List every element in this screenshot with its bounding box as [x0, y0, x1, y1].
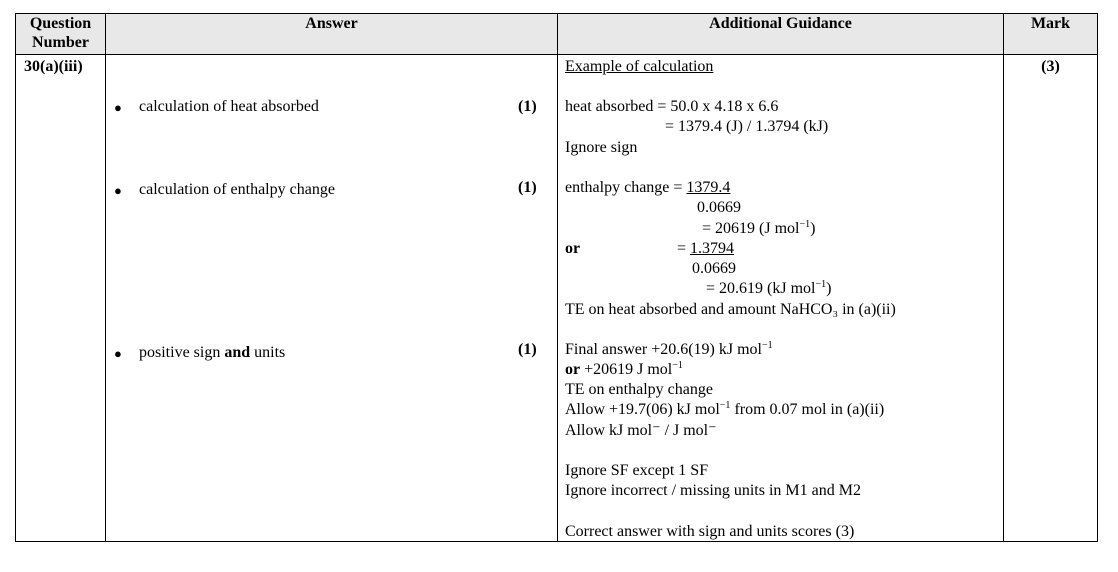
mark-scheme-table	[15, 13, 1098, 542]
answer-point-3-mark: (1)	[518, 341, 537, 358]
answer-point-2-mark: (1)	[518, 179, 537, 196]
bullet-icon: ●	[114, 100, 122, 115]
header-answer: Answer	[106, 14, 558, 55]
te-heat: TE on heat absorbed and amount NaHCO₃ in (a)(ii)	[565, 301, 896, 318]
answer-point-1-mark: (1)	[518, 98, 537, 115]
result-kj: = 20.619 (kJ mol$^{-1}$)	[706, 279, 832, 297]
result-j: = 20619 (J mol$^{-1}$)	[702, 219, 816, 237]
or-label: or	[565, 240, 581, 257]
example-title: Example of calculation	[565, 58, 714, 75]
correct-answer: Correct answer with sign and units scores (3)	[565, 523, 855, 540]
allow-units: Allow kJ mol⁻ / J mol⁻	[565, 422, 717, 439]
denominator-2: 0.0669	[692, 260, 736, 277]
question-number-cell	[16, 55, 106, 542]
question-number: 30(a)(iii)	[24, 58, 83, 75]
heat-line-1: heat absorbed = 50.0 x 4.18 x 6.6	[565, 98, 779, 115]
heat-line-2: = 1379.4 (J) / 1.3794 (kJ)	[665, 118, 829, 135]
answer-point-1: calculation of heat absorbed	[139, 98, 319, 115]
header-guidance: Additional Guidance	[558, 14, 1004, 55]
te-enthalpy: TE on enthalpy change	[565, 381, 713, 398]
question-row	[16, 55, 1098, 542]
numerator-kj-line: = 1.3794	[677, 240, 735, 257]
header-row	[16, 14, 1098, 55]
bullet-icon: ●	[114, 346, 122, 361]
allow-line: Allow +19.7(06) kJ mol$^{-1}$ from 0.07 mol in (a)(ii)	[565, 400, 885, 418]
bullet-icon: ●	[114, 183, 122, 198]
answer-point-2: calculation of enthalpy change	[139, 181, 335, 198]
answer-cell	[106, 55, 558, 542]
answer-point-3: positive sign and units	[139, 344, 286, 361]
guidance-cell	[558, 55, 1004, 542]
or-value: or +20619 J mol$^{-1}$	[565, 360, 683, 378]
header-question-number: Question Number	[16, 14, 106, 55]
header-mark: Mark	[1004, 14, 1098, 55]
mark-cell	[1004, 55, 1098, 542]
ignore-sf: Ignore SF except 1 SF	[565, 462, 709, 479]
final-answer: Final answer +20.6(19) kJ mol$^{-1}$	[565, 340, 773, 358]
ignore-sign: Ignore sign	[565, 139, 638, 156]
ignore-units: Ignore incorrect / missing units in M1 and M2	[565, 482, 861, 499]
enthalpy-line: enthalpy change = 1379.4	[565, 179, 731, 196]
total-mark: (3)	[1041, 58, 1060, 75]
denominator-1: 0.0669	[697, 199, 741, 216]
